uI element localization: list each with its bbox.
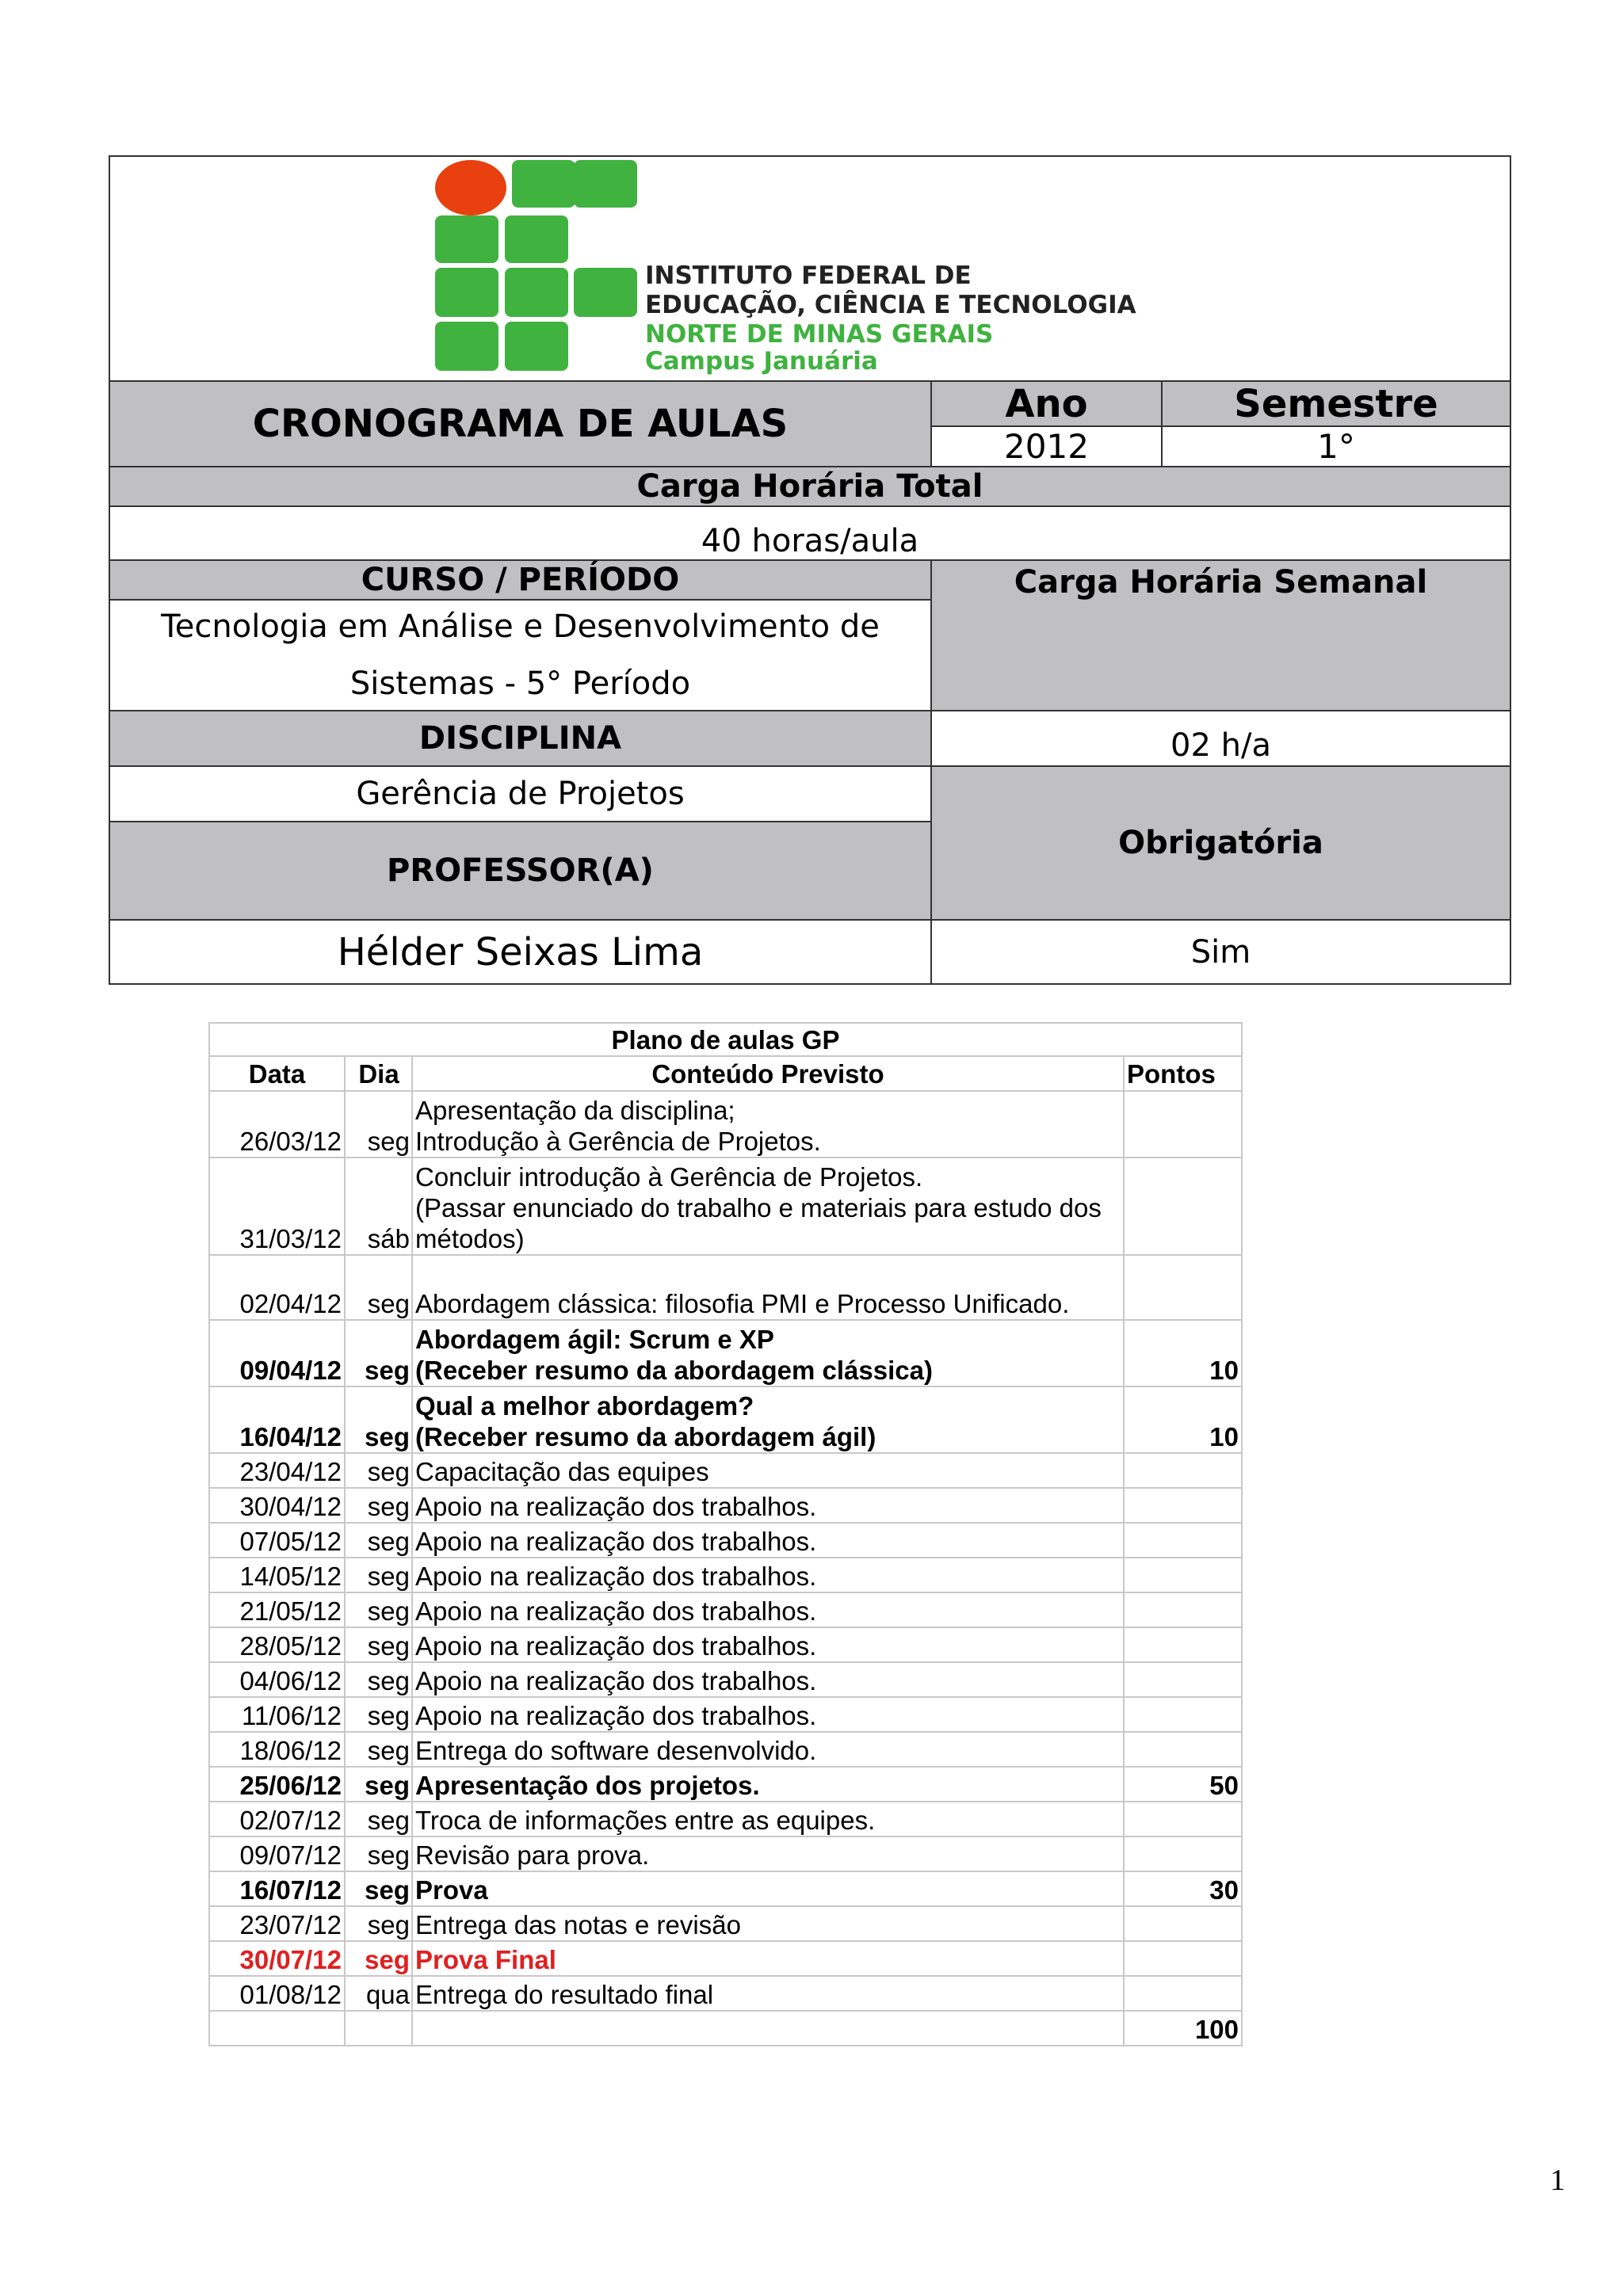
cell-content — [412, 1558, 1124, 1592]
cell-day: seg — [345, 1592, 412, 1627]
cell-content-line: Apoio na realização dos trabalhos. — [415, 1701, 817, 1730]
cell-content-line: Apoio na realização dos trabalhos. — [415, 1631, 817, 1661]
cell-content-line: Apoio na realização dos trabalhos. — [415, 1666, 817, 1695]
cell-content — [412, 1976, 1124, 2011]
cell-date: 26/03/12 — [209, 1091, 345, 1158]
cell-points — [1124, 1488, 1242, 1523]
table-row — [209, 1453, 1242, 1488]
cell-content-line: Apoio na realização dos trabalhos. — [415, 1527, 817, 1556]
lesson-plan-table — [208, 1022, 1243, 2046]
empty-cell — [345, 2011, 412, 2046]
logo-green-square — [505, 268, 568, 317]
ano-label: Ano — [930, 380, 1163, 427]
column-header-date: Data — [209, 1056, 345, 1091]
obrigatoria-value: Sim — [930, 919, 1511, 985]
cell-content — [412, 1453, 1124, 1488]
disciplina-value: Gerência de Projetos — [109, 765, 932, 822]
semestre-value: 1° — [1161, 425, 1511, 467]
table-row — [209, 1836, 1242, 1871]
cell-date: 02/04/12 — [209, 1255, 345, 1320]
cell-content — [412, 1732, 1124, 1767]
column-header-content: Conteúdo Previsto — [412, 1056, 1124, 1091]
table-row — [209, 1158, 1242, 1255]
cell-content-line: Entrega do resultado final — [415, 1980, 714, 2009]
cell-content-line: Qual a melhor abordagem? — [415, 1391, 754, 1421]
cell-content — [412, 1488, 1124, 1523]
cell-day: seg — [345, 1320, 412, 1386]
cell-content — [412, 1592, 1124, 1627]
cell-points — [1124, 1558, 1242, 1592]
logo-text-line3: NORTE DE MINAS GERAIS — [645, 320, 994, 349]
table-total-row — [209, 2011, 1242, 2046]
cell-content-line: Apresentação da disciplina; — [415, 1096, 735, 1125]
cell-points — [1124, 1836, 1242, 1871]
table-row — [209, 1767, 1242, 1802]
cell-points — [1124, 1627, 1242, 1662]
cell-day: seg — [345, 1453, 412, 1488]
curso-label: CURSO / PERÍODO — [109, 559, 932, 601]
table-row — [209, 1091, 1242, 1158]
cell-date: 11/06/12 — [209, 1697, 345, 1732]
cell-day: seg — [345, 1627, 412, 1662]
cell-content-line: Troca de informações entre as equipes. — [415, 1806, 876, 1835]
table-row — [209, 1976, 1242, 2011]
cell-content-line: Apresentação dos projetos. — [415, 1771, 760, 1800]
cell-day: seg — [345, 1488, 412, 1523]
table-row — [209, 1255, 1242, 1320]
cell-day: seg — [345, 1558, 412, 1592]
cell-date: 09/04/12 — [209, 1320, 345, 1386]
cell-date: 23/07/12 — [209, 1906, 345, 1941]
page-number: 1 — [1550, 2164, 1565, 2197]
cell-content — [412, 1386, 1124, 1453]
cell-content-line: (Receber resumo da abordagem clássica) — [415, 1356, 933, 1385]
professor-value: Hélder Seixas Lima — [109, 919, 932, 985]
cell-points — [1124, 1158, 1242, 1255]
curso-value-line1: Tecnologia em Análise e Desenvolvimento de — [161, 608, 880, 645]
cell-content-line: (Receber resumo da abordagem ágil) — [415, 1422, 876, 1451]
table-row — [209, 1592, 1242, 1627]
cell-points — [1124, 1453, 1242, 1488]
cell-content-line: Introdução à Gerência de Projetos. — [415, 1127, 821, 1156]
cell-content — [412, 1662, 1124, 1697]
empty-cell — [412, 2011, 1124, 2046]
cell-content — [412, 1158, 1124, 1255]
empty-cell — [209, 2011, 345, 2046]
cell-points — [1124, 1662, 1242, 1697]
cell-points: 50 — [1124, 1767, 1242, 1802]
cell-date: 02/07/12 — [209, 1802, 345, 1836]
table-title-row — [209, 1023, 1242, 1056]
table-row — [209, 1627, 1242, 1662]
cell-points — [1124, 1523, 1242, 1558]
cell-date: 30/04/12 — [209, 1488, 345, 1523]
table-row — [209, 1941, 1242, 1976]
cell-points: 30 — [1124, 1871, 1242, 1906]
cell-date: 30/07/12 — [209, 1941, 345, 1976]
cell-content — [412, 1941, 1124, 1976]
cell-date: 07/05/12 — [209, 1523, 345, 1558]
logo-text-line2: EDUCAÇÃO, CIÊNCIA E TECNOLOGIA — [645, 291, 1136, 319]
carga-total-label: Carga Horária Total — [109, 466, 1511, 507]
cell-date: 31/03/12 — [209, 1158, 345, 1255]
logo-red-dot — [435, 160, 506, 215]
table-header-row — [209, 1056, 1242, 1091]
cell-content-line: Prova — [415, 1875, 488, 1905]
cell-content-line: Abordagem clássica: filosofia PMI e Processo Unificado. — [415, 1289, 1070, 1318]
cell-points — [1124, 1091, 1242, 1158]
cell-content-line: Apoio na realização dos trabalhos. — [415, 1492, 817, 1521]
cell-day: seg — [345, 1386, 412, 1453]
curso-value — [109, 599, 932, 711]
cell-points — [1124, 1732, 1242, 1767]
carga-semanal-value: 02 h/a — [930, 710, 1511, 767]
logo-green-square — [435, 215, 498, 263]
cell-date: 16/04/12 — [209, 1386, 345, 1453]
cell-content — [412, 1767, 1124, 1802]
table-row — [209, 1697, 1242, 1732]
table-row — [209, 1662, 1242, 1697]
cell-day: seg — [345, 1906, 412, 1941]
course-info-block — [109, 155, 1511, 985]
logo-green-square — [505, 322, 568, 371]
professor-label: PROFESSOR(A) — [109, 821, 932, 921]
cell-date: 23/04/12 — [209, 1453, 345, 1488]
cell-day: seg — [345, 1871, 412, 1906]
cell-date: 09/07/12 — [209, 1836, 345, 1871]
cell-content — [412, 1836, 1124, 1871]
cell-content-line: Revisão para prova. — [415, 1840, 650, 1870]
cell-content — [412, 1697, 1124, 1732]
cell-points — [1124, 1592, 1242, 1627]
points-total: 100 — [1124, 2011, 1242, 2046]
carga-total-value: 40 horas/aula — [109, 505, 1511, 561]
cell-day: seg — [345, 1523, 412, 1558]
disciplina-label: DISCIPLINA — [109, 710, 932, 767]
cell-day: seg — [345, 1802, 412, 1836]
logo-text-line4: Campus Januária — [645, 347, 878, 376]
semestre-label: Semestre — [1161, 380, 1511, 427]
cell-day: seg — [345, 1662, 412, 1697]
cell-content-line: (Passar enunciado do trabalho e materiais para estudo dos — [415, 1193, 1102, 1222]
logo-green-square — [574, 268, 637, 317]
logo-text-line1: INSTITUTO FEDERAL DE — [645, 261, 972, 290]
table-row — [209, 1523, 1242, 1558]
cell-day: seg — [345, 1091, 412, 1158]
cell-day: seg — [345, 1697, 412, 1732]
cell-content-line: Entrega das notas e revisão — [415, 1910, 741, 1939]
cell-content — [412, 1320, 1124, 1386]
logo-green-square — [435, 322, 498, 371]
logo-green-square — [574, 160, 637, 208]
cell-content — [412, 1255, 1124, 1320]
cell-points — [1124, 1906, 1242, 1941]
table-row — [209, 1871, 1242, 1906]
carga-semanal-label: Carga Horária Semanal — [930, 559, 1511, 711]
cell-day: qua — [345, 1976, 412, 2011]
cell-points — [1124, 1802, 1242, 1836]
ano-value: 2012 — [930, 425, 1163, 467]
cell-content — [412, 1802, 1124, 1836]
cell-content — [412, 1871, 1124, 1906]
cell-content-line: Apoio na realização dos trabalhos. — [415, 1562, 817, 1591]
cell-date: 28/05/12 — [209, 1627, 345, 1662]
cell-content-line: Apoio na realização dos trabalhos. — [415, 1596, 817, 1626]
logo-green-square — [435, 268, 498, 317]
cell-date: 04/06/12 — [209, 1662, 345, 1697]
cell-content — [412, 1523, 1124, 1558]
cell-day: sáb — [345, 1158, 412, 1255]
cell-content — [412, 1091, 1124, 1158]
logo-green-square — [512, 160, 575, 208]
column-header-day: Dia — [345, 1056, 412, 1091]
cell-date: 16/07/12 — [209, 1871, 345, 1906]
cell-day: seg — [345, 1732, 412, 1767]
table-row — [209, 1802, 1242, 1836]
cell-date: 21/05/12 — [209, 1592, 345, 1627]
cell-date: 14/05/12 — [209, 1558, 345, 1592]
cell-content — [412, 1906, 1124, 1941]
cell-content-line: métodos) — [415, 1224, 525, 1253]
cell-points: 10 — [1124, 1386, 1242, 1453]
logo-green-square — [505, 215, 568, 263]
table-row — [209, 1488, 1242, 1523]
column-header-points: Pontos — [1124, 1056, 1242, 1091]
table-row — [209, 1558, 1242, 1592]
cell-points — [1124, 1255, 1242, 1320]
curso-value-line2: Sistemas - 5° Período — [349, 666, 691, 702]
table-row — [209, 1386, 1242, 1453]
cell-points — [1124, 1941, 1242, 1976]
cell-date: 25/06/12 — [209, 1767, 345, 1802]
table-row — [209, 1732, 1242, 1767]
cell-day: seg — [345, 1767, 412, 1802]
cell-day: seg — [345, 1941, 412, 1976]
cell-content-line: Prova Final — [415, 1945, 556, 1974]
cell-date: 01/08/12 — [209, 1976, 345, 2011]
cell-points — [1124, 1976, 1242, 2011]
cell-day: seg — [345, 1836, 412, 1871]
page-title: CRONOGRAMA DE AULAS — [109, 380, 932, 467]
obrigatoria-label: Obrigatória — [930, 765, 1511, 921]
table-row — [209, 1906, 1242, 1941]
cell-content-line: Abordagem ágil: Scrum e XP — [415, 1325, 774, 1354]
cell-content-line: Concluir introdução à Gerência de Projetos. — [415, 1162, 923, 1192]
table-row — [209, 1320, 1242, 1386]
cell-content-line: Entrega do software desenvolvido. — [415, 1736, 817, 1765]
cell-content-line: Capacitação das equipes — [415, 1457, 709, 1486]
institution-logo — [110, 157, 1510, 380]
table-title: Plano de aulas GP — [209, 1023, 1242, 1056]
cell-date: 18/06/12 — [209, 1732, 345, 1767]
cell-points: 10 — [1124, 1320, 1242, 1386]
cell-points — [1124, 1697, 1242, 1732]
cell-content — [412, 1627, 1124, 1662]
cell-day: seg — [345, 1255, 412, 1320]
